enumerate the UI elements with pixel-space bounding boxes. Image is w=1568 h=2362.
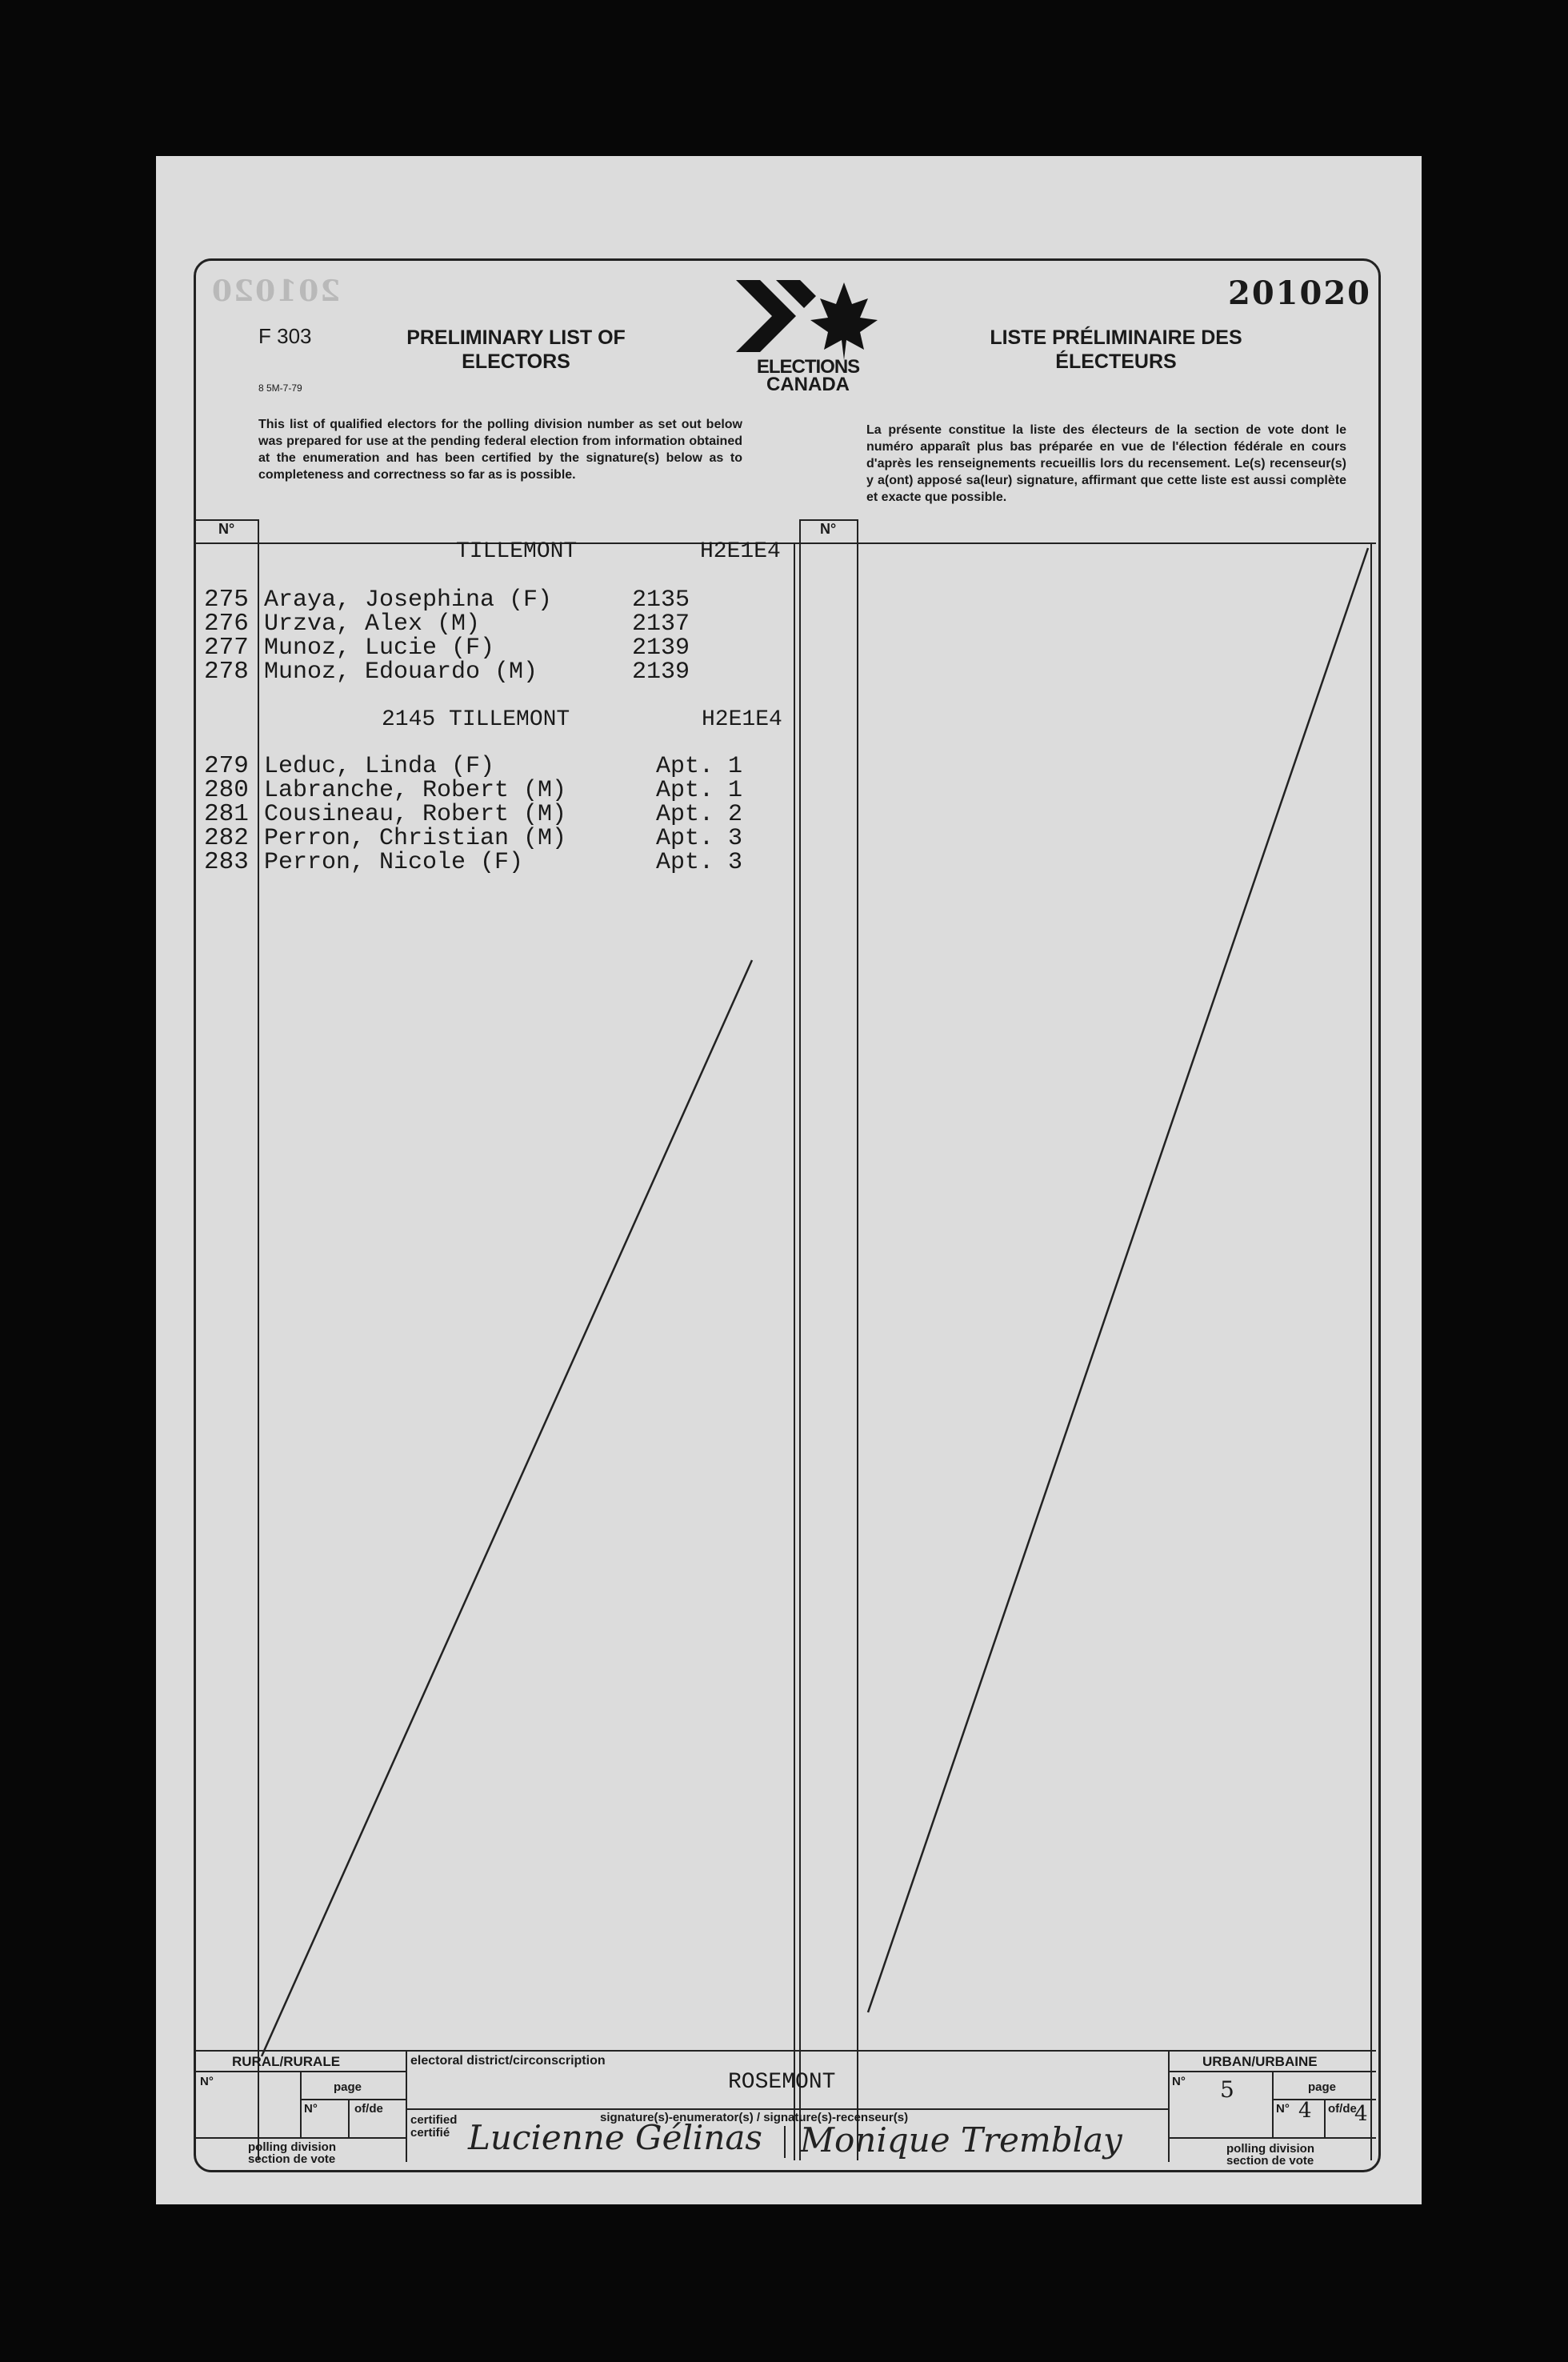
- form-code: F 303: [258, 324, 312, 348]
- rural-polling-label: polling division: [248, 2140, 336, 2154]
- cancel-strokes: [156, 156, 1422, 2204]
- footer-top-rule: [196, 2050, 1376, 2052]
- district-label: electoral district/circonscription: [410, 2054, 606, 2068]
- intro-english: This list of qualified electors for the polling division number as set out below was prepared for use at the pending federal election from information obtained at the enumeration and has been certified by the signature(s) below as to completeness and correctness so far as is possible.: [258, 418, 742, 482]
- urban-of-value: 4: [1354, 2102, 1368, 2126]
- urban-section-label: section de vote: [1226, 2154, 1314, 2168]
- footer-rural-no-divider: [300, 2071, 302, 2137]
- rural-label: RURAL/RURALE: [232, 2054, 341, 2069]
- footer-rural-right: [406, 2050, 407, 2162]
- urban-page-value: 4: [1298, 2099, 1312, 2123]
- rural-no-label: N°: [200, 2075, 214, 2088]
- footer-signature-divider: [784, 2126, 786, 2158]
- footer-urban-no-divider: [1272, 2071, 1274, 2137]
- footer-district-rule: [406, 2108, 1168, 2110]
- rural-page-label: page: [334, 2080, 362, 2094]
- urban-no-value: 5: [1220, 2076, 1234, 2103]
- certified-label-en: certified: [410, 2113, 458, 2127]
- footer-rural-of-divider: [348, 2099, 350, 2137]
- rural-of-label: of/de: [354, 2102, 383, 2116]
- urban-polling-label: polling division: [1226, 2142, 1314, 2156]
- enumerator-signature-2: Monique Tremblay: [800, 2120, 1122, 2160]
- district-value: ROSEMONT: [728, 2070, 836, 2095]
- rural-section-label: section de vote: [248, 2152, 336, 2166]
- document-page: 201020 201020 F 303 8 5M-7-79 PRELIMINARY LIST OF ELECTORS LISTE PRÉLIMINAIRE DES ÉLECTEURS ELECTIONS CANADA This list of qualified electors for the polling division number as set out below was prepared for use at the pending federal election from information obtained at the enumeration and has been certified by the signature(s) below as to completeness and correctness so far as is possible. La présente constitue la liste des électeurs de la section de vote dont le numéro apparaît plus bas préparée en vue de l'élection fédérale en cours d'après les renseignements recueillis lors du recensement. Le(s) recenseur(s) y a(ont) apposé sa(leur) signature, affirmant que cette liste est aussi complète et exacte que possible. N° N° TILLEMONT H2E1E4 275 Araya, Josephina (F) 2135 276 Urzva, Alex (M) 2137 277 Munoz, Lucie (F) 2139 278 Munoz, Edouardo (M) 2139 2145 TILLEMONT H2E1E4 279 Leduc, Linda (F) Apt. 1 280 Labranche, Robert (M) Apt. 1 281 Cousineau, Robert (M) Apt. 2 282 Perron, Christian (M) Apt. 3 283 Perron, Nicole (F) Apt. 3 RURAL/RURALE N° page N° of/de polling division section de vote electoral district/circonscription ROSEMONT certified certifié signature(s)-enumerator(s) / signature(s)-recenseur(s) Lucienne Gélinas Monique Tremblay URBAN/URBAINE N° 5 page N° 4 of/de 4 polling division section de vote: [156, 156, 1422, 2204]
- footer-polling-rule-left: [196, 2137, 406, 2139]
- no-header-left: N°: [218, 521, 235, 537]
- certified-label-fr: certifié: [410, 2126, 450, 2140]
- title-french: LISTE PRÉLIMINAIRE DES ÉLECTEURS: [990, 326, 1242, 373]
- postal-code-2: H2E1E4: [702, 707, 782, 732]
- form-number: 201020: [1228, 274, 1371, 312]
- enumerator-signature-1: Lucienne Gélinas: [468, 2118, 762, 2157]
- logo-text-elections: ELECTIONS: [756, 356, 860, 378]
- street-heading-1: TILLEMONT: [456, 539, 578, 564]
- logo-text-canada: CANADA: [766, 374, 850, 395]
- urban-page-no-label: N°: [1276, 2102, 1290, 2116]
- footer-rural-page-rule: [300, 2099, 406, 2100]
- intro-french: La présente constitue la liste des électeurs de la section de vote dont le numéro apparaît plus bas préparée en vue de l'élection fédérale en cours d'après les renseignements recueillis lors du recensement. Le(s) recenseur(s) y a(ont) apposé sa(leur) signature, affirmant que cette liste est aussi complète et exacte que possible.: [866, 423, 1346, 504]
- urban-page-label: page: [1308, 2080, 1337, 2094]
- footer-urban-of-divider: [1324, 2099, 1326, 2137]
- footer-polling-rule-right: [1168, 2137, 1376, 2139]
- faded-stamp: 201020: [210, 274, 341, 308]
- urban-label: URBAN/URBAINE: [1202, 2054, 1318, 2069]
- urban-of-label: of/de: [1328, 2102, 1357, 2116]
- rural-page-no-label: N°: [304, 2102, 318, 2116]
- title-english: PRELIMINARY LIST OF ELECTORS: [406, 326, 626, 373]
- signature-label: signature(s)-enumerator(s) / signature(s)-recenseur(s): [600, 2111, 909, 2124]
- urban-no-label: N°: [1172, 2075, 1186, 2088]
- postal-code-1: H2E1E4: [700, 539, 781, 564]
- no-header-right: N°: [820, 521, 837, 537]
- form-revision: 8 5M-7-79: [258, 382, 302, 394]
- footer-urban-left: [1168, 2050, 1170, 2162]
- street-heading-2: 2145 TILLEMONT: [382, 707, 570, 732]
